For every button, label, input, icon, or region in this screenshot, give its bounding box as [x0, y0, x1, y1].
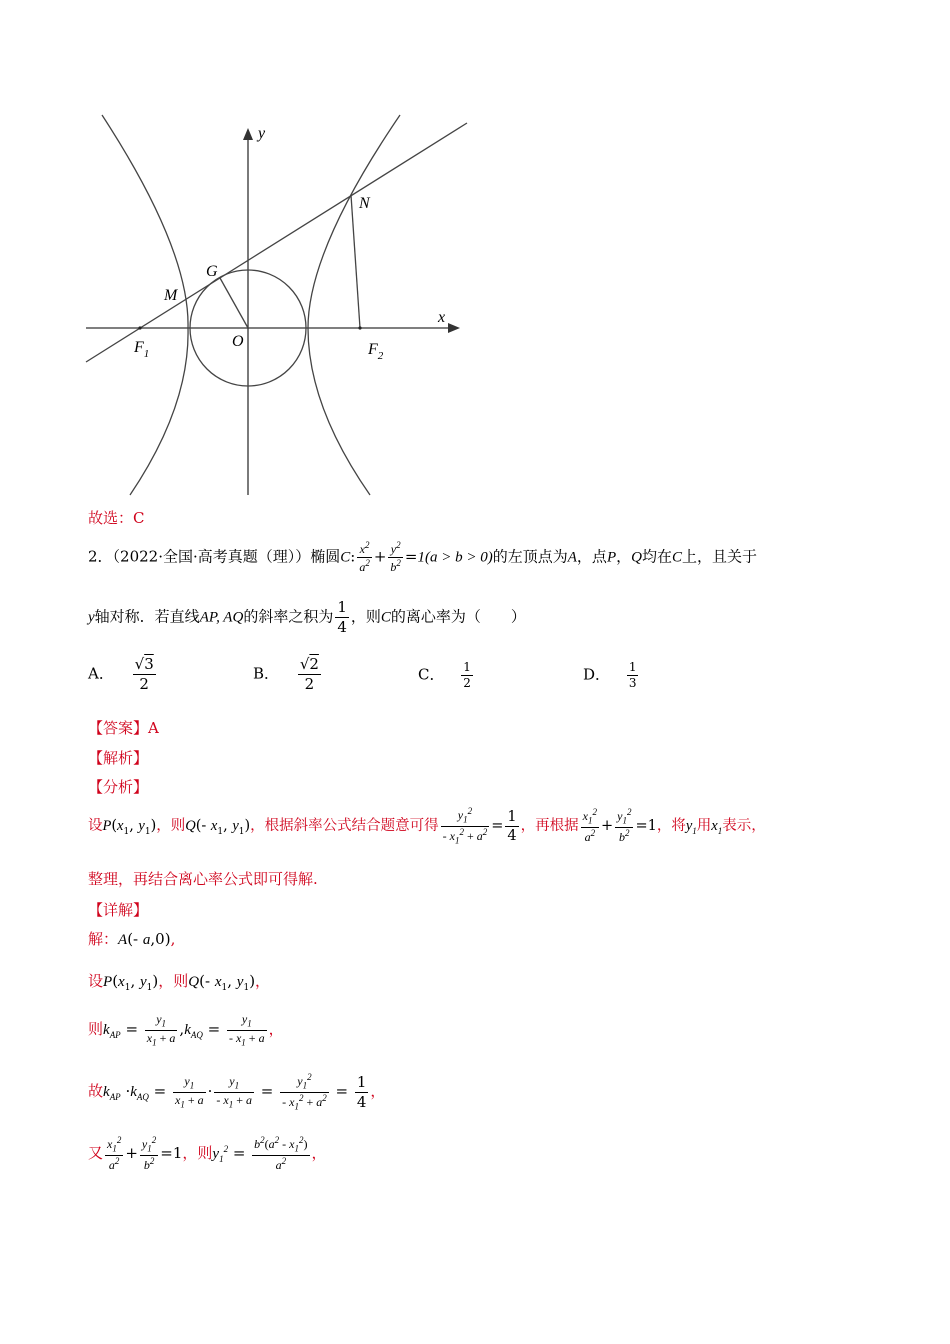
- eq-frac-x: $\frac{x^2}{a^2}$: [359, 540, 370, 574]
- label-G: G: [206, 263, 218, 280]
- option-c[interactable]: C． $\frac{1}{2}$: [418, 660, 471, 690]
- point-F1: [138, 326, 141, 329]
- fenxi-line-1: 设$P(x_1$, $y_1$)，则Q(- $x_1$, $y_1$)，根据斜率公式结合题意可得 $\frac{y_1^2}{- x_1^2 + a^2}$ = $\frac{1}{4}$ ，再根据 $\frac{x_1^2}{a^2}$ + $\frac{y_1^2}{b^2}$ =1，将$y_1$用$x_1$表示，: [88, 806, 766, 846]
- answer-tag: 【答案】A: [88, 719, 159, 737]
- eq-condition: 1(a > b > 0): [417, 549, 493, 566]
- question-line-2: y轴对称．若直线AP, AQ的斜率之积为 $\frac{1}{4}$ ，则C的离心率为（ ）: [88, 598, 526, 636]
- label-O: O: [232, 333, 244, 350]
- label-F2: $F_2$: [368, 341, 384, 362]
- step-5: 又 $\frac{x_1^2}{a^2}$ + $\frac{y_1^2}{b^2}$ =1，则$y_1^2$ = $\frac{b^2(a^2 - x_1^2)}{a^2}$ ，: [88, 1135, 327, 1172]
- option-a[interactable]: A． $\frac{√3}{2}$: [88, 655, 154, 693]
- fenxi-tag: 【分析】: [88, 778, 149, 796]
- step-3: 则$k_{AP}$ = $\frac{y_1}{x_1 + a}$ $,k_{AQ}$ = $\frac{y_1}{- x_1 + a}$ ，: [88, 1012, 284, 1048]
- curve-C: C: [340, 549, 351, 566]
- hyperbola-left-branch: [102, 115, 188, 495]
- label-N: N: [359, 195, 370, 212]
- option-d[interactable]: D． $\frac{1}{3}$: [583, 660, 637, 690]
- previous-answer: 故选：C: [88, 509, 145, 527]
- product-fraction: $\frac{1}{4}$: [337, 598, 347, 636]
- label-y: y: [258, 125, 266, 142]
- segment-NF2: [351, 195, 360, 328]
- tangent-line: [86, 123, 467, 362]
- step-1: 解：A(- a,0),: [88, 930, 176, 948]
- hyperbola-figure: [80, 110, 480, 500]
- segment-OG: [220, 278, 248, 328]
- eq-frac-y: $\frac{y^2}{b^2}$: [390, 540, 401, 574]
- question-source: （2022·全国·高考真题（理））椭圆: [112, 547, 341, 566]
- step-2: 设$P(x_1$, $y_1$)，则Q(- $x_1$, $y_1$)，: [88, 972, 271, 993]
- question-line-1: 2．（2022·全国·高考真题（理））椭圆C: $\frac{x^2}{a^2}$ + $\frac{y^2}{b^2}$ =1(a > b > 0)的左顶点为A，点P，Q均在C上，且关于: [88, 540, 758, 574]
- y-axis-arrow: [243, 128, 253, 140]
- fenxi-line-2: 整理，再结合离心率公式即可得解.: [88, 870, 318, 888]
- option-b[interactable]: B． $\frac{√2}{2}$: [253, 655, 319, 693]
- question-number: 2．: [88, 547, 113, 566]
- label-x: x: [438, 309, 446, 326]
- x-axis-arrow: [448, 323, 460, 333]
- point-F2: [358, 326, 361, 329]
- lines-AP-AQ: AP, AQ: [199, 609, 244, 626]
- detail-tag: 【详解】: [88, 901, 149, 919]
- step-4: 故$k_{AP} \cdot k_{AQ}$ = $\frac{y_1}{x_1 + a}$ · $\frac{y_1}{- x_1 + a}$ = $\frac{y_1^2}{- x_1^2 + a^2}$ = $\frac{1}{4}$ ，: [88, 1072, 386, 1112]
- label-F1: $F_1$: [134, 339, 150, 360]
- hyperbola-right-branch: [308, 115, 400, 495]
- analysis-tag: 【解析】: [88, 749, 149, 767]
- label-M: M: [164, 287, 178, 304]
